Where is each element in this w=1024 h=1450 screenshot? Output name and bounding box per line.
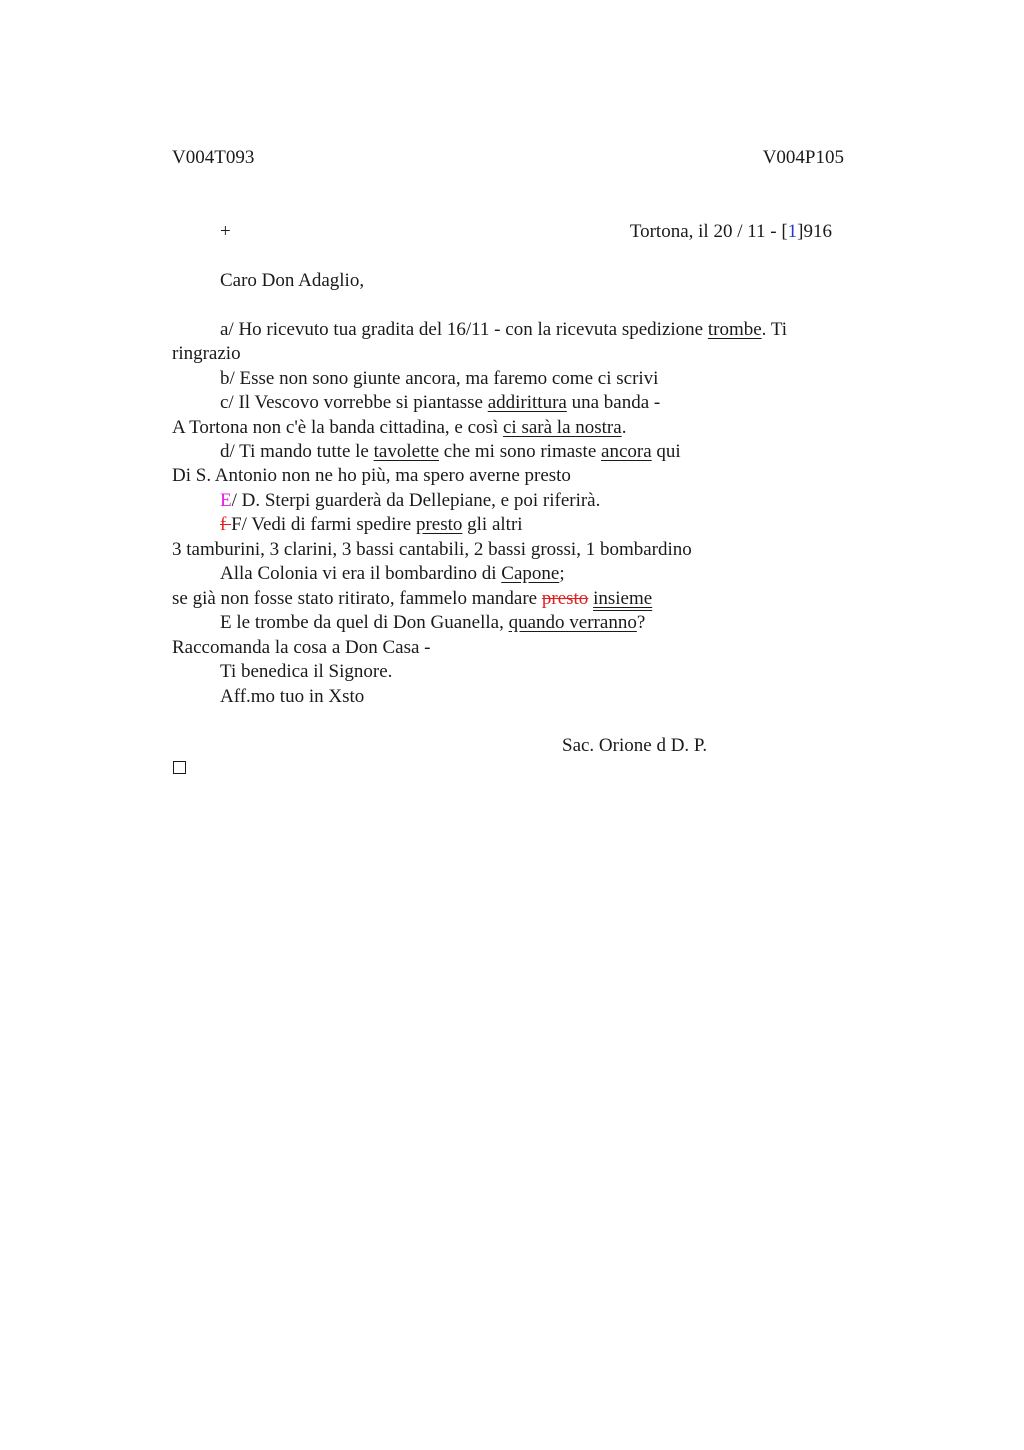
end-box-icon bbox=[173, 761, 186, 774]
underlined-text: ancora bbox=[601, 441, 652, 462]
line-d2: Di S. Antonio non ne ho più, ma spero averne presto bbox=[172, 465, 571, 486]
blessing-line: Ti benedica il Signore. bbox=[220, 661, 393, 682]
text: . bbox=[621, 417, 627, 438]
signature: Sac. Orione d D. P. bbox=[562, 735, 708, 756]
deleted-text: presto bbox=[541, 588, 589, 609]
underlined-text: presto bbox=[415, 514, 463, 535]
line-f2: 3 tamburini, 3 clarini, 3 bassi cantabili, 2 bassi grossi, 1 bombardino bbox=[172, 539, 692, 560]
inserted-letter: E bbox=[220, 490, 232, 511]
line-h2: Raccomanda la cosa a Don Casa - bbox=[172, 637, 431, 658]
salutation: Caro Don Adaglio, bbox=[220, 270, 365, 291]
line-d1 bbox=[220, 440, 681, 464]
text: ; bbox=[559, 563, 565, 584]
deleted-text: f bbox=[220, 514, 232, 535]
line-g2 bbox=[172, 587, 652, 611]
text: A Tortona non c'è la banda cittadina, e così bbox=[172, 417, 503, 438]
letter-date bbox=[630, 220, 832, 244]
date-inserted-digit: 1 bbox=[787, 221, 798, 242]
underlined-text: quando verranno bbox=[508, 612, 637, 633]
double-underlined-text: insieme bbox=[593, 588, 653, 609]
text: se già non fosse stato ritirato, fammelo mandare bbox=[172, 588, 542, 609]
text: che mi sono rimaste bbox=[439, 441, 602, 462]
underlined-text: Capone bbox=[501, 563, 560, 584]
text: gli altri bbox=[462, 514, 523, 535]
text: a/ Ho ricevuto tua gradita del 16/11 - con la ricevuta spedizione bbox=[220, 319, 708, 340]
closing-line: Aff.mo tuo in Xsto bbox=[220, 686, 365, 707]
text: . Ti bbox=[761, 319, 788, 340]
line-a1 bbox=[220, 318, 787, 342]
line-e bbox=[220, 489, 600, 513]
header-left-code: V004T093 bbox=[172, 147, 255, 168]
underlined-text: tavolette bbox=[373, 441, 440, 462]
text: una banda - bbox=[566, 392, 661, 413]
header-right-code: V004P105 bbox=[762, 147, 844, 168]
underlined-text: ci sarà la nostra bbox=[502, 417, 622, 438]
line-f1 bbox=[220, 513, 523, 537]
line-h1 bbox=[220, 611, 645, 635]
line-c2 bbox=[172, 416, 626, 440]
text: F/ Vedi di farmi spedire bbox=[231, 514, 416, 535]
line-a2: ringrazio bbox=[172, 343, 241, 364]
underlined-text: addirittura bbox=[487, 392, 567, 413]
date-prefix: Tortona, il 20 / 11 - [ bbox=[629, 221, 788, 242]
text: qui bbox=[651, 441, 681, 462]
text: ? bbox=[636, 612, 646, 633]
underlined-text: trombe bbox=[707, 319, 762, 340]
cross-mark: + bbox=[220, 221, 231, 242]
line-g1 bbox=[220, 562, 565, 586]
text: d/ Ti mando tutte le bbox=[220, 441, 374, 462]
line-b: b/ Esse non sono giunte ancora, ma faremo come ci scrivi bbox=[220, 368, 659, 389]
line-c1 bbox=[220, 391, 660, 415]
text: / D. Sterpi guarderà da Dellepiane, e poi riferirà. bbox=[231, 490, 601, 511]
text: c/ Il Vescovo vorrebbe si piantasse bbox=[220, 392, 488, 413]
text: E le trombe da quel di Don Guanella, bbox=[220, 612, 509, 633]
text: Alla Colonia vi era il bombardino di bbox=[220, 563, 502, 584]
date-suffix: ]916 bbox=[797, 221, 832, 242]
